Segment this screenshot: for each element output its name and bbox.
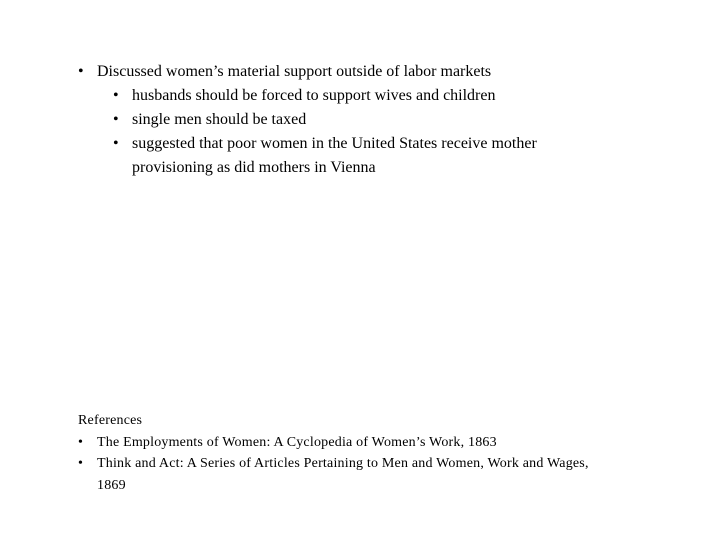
sub-bullet-text: husbands should be forced to support wives and children xyxy=(132,87,496,104)
bullet-icon: • xyxy=(78,434,84,450)
bullet-item xyxy=(78,60,678,84)
sub-bullet-text: single men should be taxed xyxy=(132,111,307,128)
bullet-list xyxy=(78,60,678,180)
bullet-text: Discussed women’s material support outside of labor markets xyxy=(97,63,492,80)
sub-bullet-text: suggested that poor women in the United States receive mother provisioning as did mothers in Vienna xyxy=(132,135,537,176)
bullet-icon: • xyxy=(78,456,84,471)
references-heading: References xyxy=(78,413,143,428)
bullet-icon: • xyxy=(78,63,84,80)
sub-bullet-item xyxy=(113,108,678,132)
sub-bullet-item xyxy=(113,132,602,180)
bullet-icon: • xyxy=(113,135,119,152)
references-section xyxy=(78,410,638,496)
bullet-icon: • xyxy=(113,87,119,104)
reference-item xyxy=(78,453,597,496)
sub-bullet-item xyxy=(113,84,678,108)
reference-text: The Employments of Women: A Cyclopedia of Women’s Work, 1863 xyxy=(97,434,497,450)
bullet-icon: • xyxy=(113,111,119,128)
reference-item xyxy=(78,432,638,454)
reference-text: Think and Act: A Series of Articles Pertaining to Men and Women, Work and Wages, 1869 xyxy=(97,456,589,493)
